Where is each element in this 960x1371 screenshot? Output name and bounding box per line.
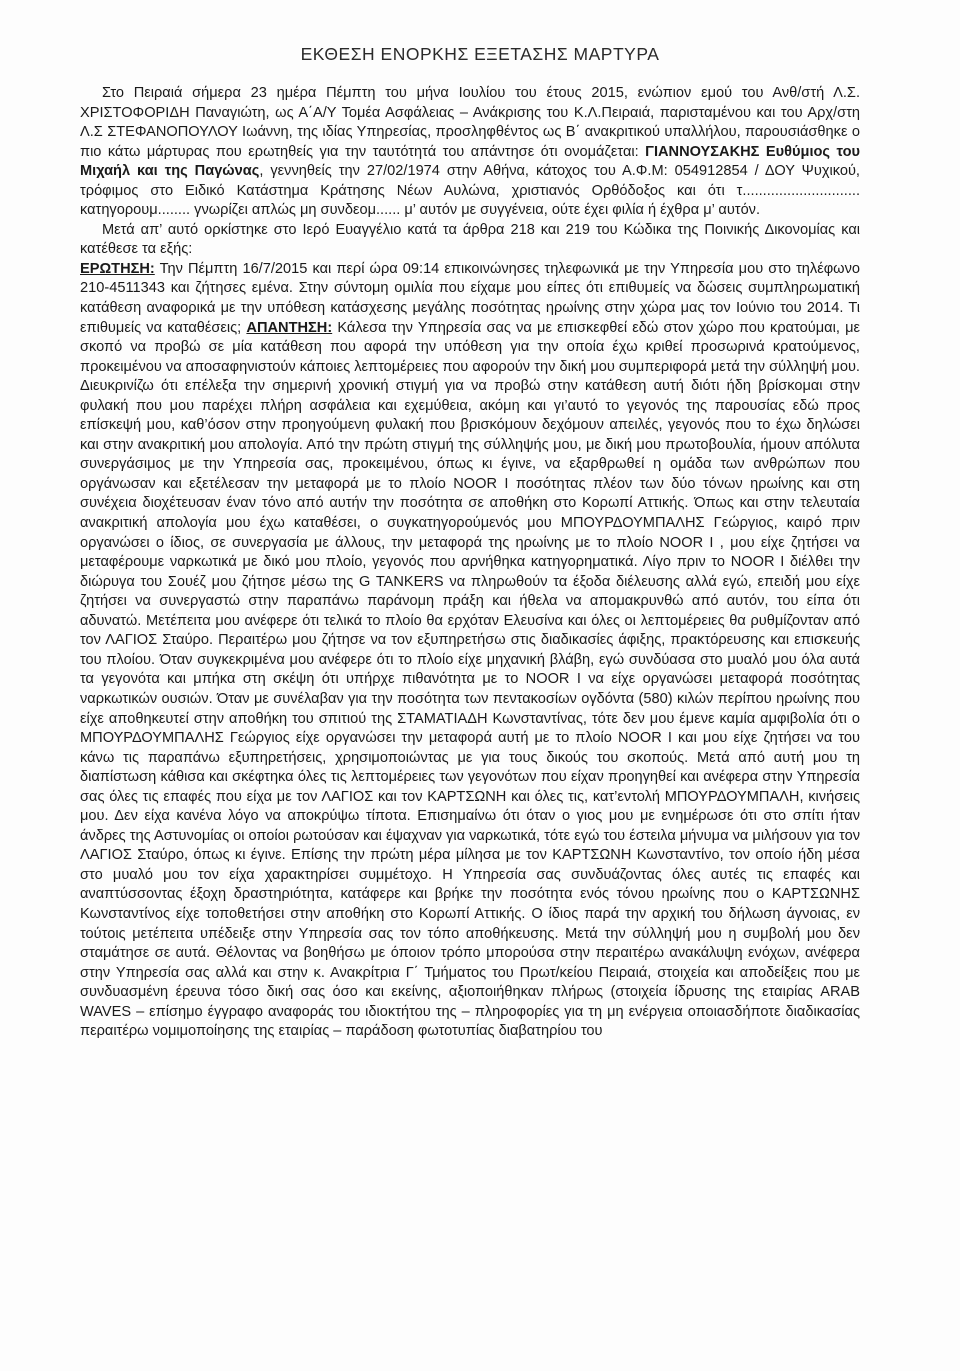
question-text: Την Πέμπτη 16/7/2015 και περί ώρα 09:14 επικοινώνησες τηλεφωνικά με την Υπηρεσία μου στο τηλέφωνο 210-4511343 και ζήτησες εμένα. Στην σύντομη ομιλία που είχαμε μου είπες ότι επιθυμείς να δώσεις συμπληρωματική κατάθεση αναφορικά με την υπόθεση κατάσχεσης μεγάλης ποσότητας ηρωίνης στην χώρα μας τον Ιούνιο του 2014. Τι επιθυμείς να καταθέσεις;	[80, 260, 860, 336]
intro-text-part1: Στο Πειραιά σήμερα 23 ημέρα Πέμπτη του μήνα Ιουλίου του έτους 2015, ενώπιον εμού του Ανθ/στή Λ.Σ. ΧΡΙΣΤΟΦΟΡΙΔΗ Παναγιώτη, ως Α΄Α/Υ Τομέα Ασφάλειας – Ανάκρισης του Κ.Λ.Πειραιά, παρισταμένου και του Αρχ/στη Λ.Σ ΣΤΕΦΑΝΟΠΟΥΛΟΥ Ιωάννη, της ιδίας Υπηρεσίας, προσληφθέντος ως Β΄ ανακριτικού υπαλλήλου, παρουσιάσθηκε ο πιο κάτω μάρτυρας που ερωτηθείς για την ταυτότητά του απάντησε ότι ονομάζεται:	[80, 85, 860, 160]
intro-text-part2: , γεννηθείς την 27/02/1974 στην Αθήνα, κάτοχος του Α.Φ.Μ: 054912854 / ΔΟΥ Ψυχικού, τρόφιμος στο Ειδικό Κατάστημα Κράτησης Νέων Αυλώνα, χριστιανός Ορθόδοξος και ότι τ............................. κατηγορουμ........ γνωρίζει απλώς μη συνδεομ...... μ’ αυτόν με συγγένεια, ούτε έχει φιλία ή έχθρα μ’ αυτόν.	[80, 163, 860, 219]
answer-text: Κάλεσα την Υπηρεσία σας να με επισκεφθεί εδώ στον χώρο που κρατούμαι, με σκοπό να προβώ σε μία κατάθεση που αφορά την υπόθεση για την οποία έχω κριθεί προσωρινά κρατούμενος, προκειμένου να αποσαφηνιστούν κάποιες λεπτομέρειες που αφορούν την δική μου συμπεριφορά μετά την σύλληψή μου. Διευκρινίζω ότι επέλεξα την σημερινή χρονική στιγμή για να προβώ στην κατάθεση αυτή διότι ήδη βρίσκομαι στην φυλακή που μου παρέχει πλήρη ασφάλεια και εχεμύθεια, ακόμη και γι’αυτό το γεγονός της παρουσίας εδώ προς επίσκεψή μου, καθ’όσον στην προηγούμενη φυλακή που βρισκόμουν δεχόμουν απειλές, γεγονός που το έχω δηλώσει και στην ανακριτική μου απολογία. Από την πρώτη στιγμή της σύλληψής μου, με δική μου πρωτοβουλία, ήμουν απόλυτα συνεργάσιμος με την Υπηρεσία σας, προκειμένου, όπως κι έγινε, να εξαρθρωθεί η ομάδα των ανθρώπων που οργάνωσαν και εξετέλεσαν την μεταφορά με το πλοίο NOOR I ποσότητας πλέον των δύο τόνων ηρωίνης και στη συνέχεια διοχέτευσαν έναν τόνο από αυτήν την ποσότητα σε αποθήκη στο Κορωπί Αττικής. Όπως και στην τελευταία ανακριτική απολογία μου έχω καταθέσει, ο συγκατηγορούμενός μου ΜΠΟΥΡΔΟΥΜΠΑΛΗΣ Γεώργιος, καιρό πριν οργανώσει ο ίδιος, σε συνεργασία με άλλους, την μεταφορά της ηρωίνης με το πλοίο NOOR I , μου είχε ζητήσει να μεταφέρουμε ναρκωτικά με δικό μου πλοίο, γεγονός που αρνήθηκα κατηγορηματικά. Λίγο πριν το NOOR I διέλθει την διώρυγα του Σουέζ μου ζήτησε μέσω της G TANKERS να πληρωθούν τα έξοδα διέλευσης αλλά εγώ, επειδή μου είχε ζητήσει να συνεργαστώ στην παραπάνω παράνομη πράξη και ήθελα να απομακρυνθώ από αυτόν, του είπα ότι αδυνατώ. Μετέπειτα μου ανέφερε ότι τελικά το πλοίο θα ερχόταν Ελευσίνα και όλες οι λεπτομέρειες θα ρυθμίζονταν από τον ΛΑΓΙΟΣ Σταύρο. Περαιτέρω μου ζήτησε να τον εξυπηρετήσω στις διαδικασίες άφιξης, πρακτόρευσης και επισκευής του πλοίου. Όταν συγκεκριμένα μου ανέφερε ότι το πλοίο είχε μηχανική βλάβη, εγώ συνδύασα στο μυαλό μου όλα αυτά τα γεγονότα και μπήκα στη σκέψη ότι υπήρχε πιθανότητα με το NOOR I να είχε οργανώσει μεταφορά ποσότητας ναρκωτικών ουσιών. Όταν με συνέλαβαν για την ποσότητα των πεντακοσίων ογδόντα (580) κιλών περίπου ηρωίνης που είχε αποθηκευτεί στην αποθήκη του σπιτιού της ΣΤΑΜΑΤΙΑΔΗ Κωνσταντίνας, τότε δεν μου έμενε καμία αμφιβολία ότι ο ΜΠΟΥΡΔΟΥΜΠΑΛΗΣ Γεώργιος είχε οργανώσει την μεταφορά αυτή με το πλοίο NOOR I και μου είχε ζητήσει να του κάνω τις παραπάνω εξυπηρετήσεις, χρησιμοποιώντας με για τους δικούς του σκοπούς. Μετά από αυτή μου τη διαπίστωση κάθισα και σκέφτηκα όλες τις λεπτομέρειες των γεγονότων που είχαν προηγηθεί και ανέφερα στην Υπηρεσία σας όλες τις επαφές που είχα με τον ΛΑΓΙΟΣ και τον ΚΑΡΤΣΩΝΗ και όλες τις, κατ’εντολή ΜΠΟΥΡΔΟΥΜΠΑΛΗ, κινήσεις μου. Δεν είχα κανένα λόγο να αποκρύψω τίποτα. Επισημαίνω ότι όταν ο γιος μου με ενημέρωσε ότι στο σπίτι ήταν άνδρες της Αστυνομίας οι οποίοι ρωτούσαν και έψαχναν για ναρκωτικά, τότε εγώ του έστειλα μήνυμα να μιλήσουν για τον ΛΑΓΙΟΣ Σταύρο, όπως κι έγινε. Επίσης την πρώτη μέρα μίλησα με τον ΚΑΡΤΣΩΝΗ Κωνσταντίνο, τον οποίο ήδη μέσα στο μυαλό μου τον είχα χαρακτηρίσει συμμέτοχο. Η Υπηρεσία σας συνδυάζοντας όλες αυτές τις επαφές και αναπτύσσοντας έξοχη δραστηριότητα, κατάφερε και βρήκε την ποσότητα ενός τόνου ηρωίνης που ο ΚΑΡΤΣΩΝΗΣ Κωνσταντίνος είχε τοποθετήσει στην αποθήκη στο Κορωπί Αττικής. Ο ίδιος παρά την αρχική του δήλωση άγνοιας, εν τούτοις μετέπειτα υπέδειξε στην Υπηρεσία σας τον τόπο αποθήκευσης. Μετά την σύλληψή μου η συμβολή μου δεν σταμάτησε σε αυτά. Θέλοντας να βοηθήσω με όποιον τρόπο μπορούσα στην περαιτέρω ανακάλυψη ενόχων, ανέφερα στην Υπηρεσία σας αλλά και στην κ. Ανακρίτρια Γ΄ Τμήματος του Πρωτ/κείου Πειραιά, στοιχεία και αποδείξεις που με συνδυασμένη έρευνα τόσο δική σας όσο και εκείνης, αξιοποιήθηκαν πλήρως (στοιχεία ίδρυσης της εταιρίας ARAB WAVES – επίσημο έγγραφο αναφοράς του ιδιοκτήτου της – πληροφορίες για τη μη ενέργεια οποιασδήποτε διαδικασίας περαιτέρω νομιμοποίησης της εταιρίας – παράδοση φωτοτυπίας διαβατηρίου του	[80, 319, 860, 1040]
document-title: ΕΚΘΕΣΗ ΕΝΟΡΚΗΣ ΕΞΕΤΑΣΗΣ ΜΑΡΤΥΡΑ	[300, 44, 660, 64]
answer-label: ΑΠΑΝΤΗΣΗ:	[246, 319, 333, 336]
intro-paragraph	[80, 84, 860, 221]
testimony-paragraph	[80, 260, 860, 1042]
witness-name: ΓΙΑΝΝΟΥΣΑΚΗΣ Ευθύμιος του Μιχαήλ και της Παγώνας	[80, 143, 860, 180]
question-label: ΕΡΩΤΗΣΗ:	[80, 260, 155, 277]
document-body	[80, 84, 860, 1042]
oath-paragraph: Μετά απ’ αυτό ορκίστηκε στο Ιερό Ευαγγέλιο κατά τα άρθρα 218 και 219 του Κώδικα της Ποινικής Δικονομίας και κατέθεσε τα εξής:	[80, 221, 860, 258]
